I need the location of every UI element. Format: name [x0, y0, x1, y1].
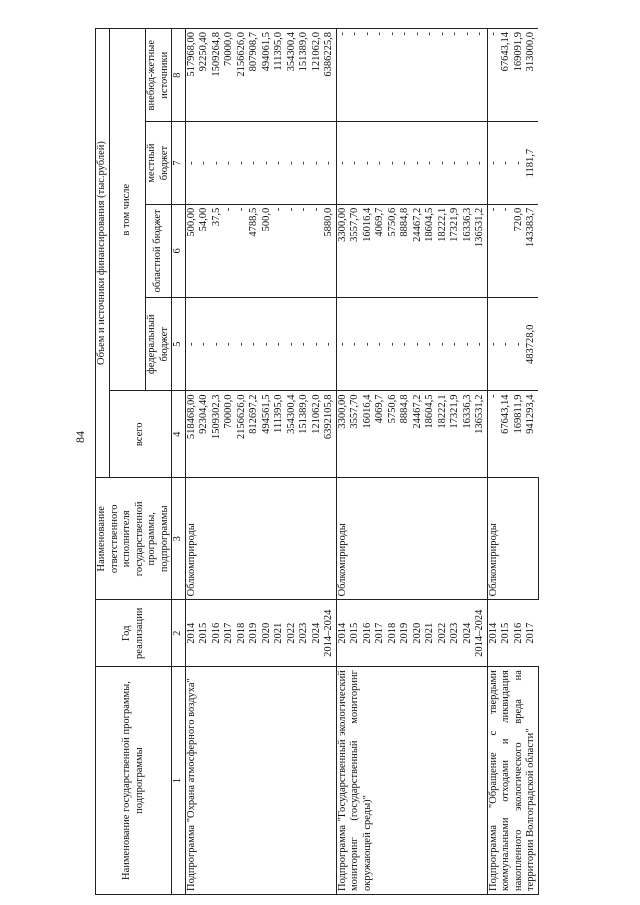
regional-cell: 24467,2 [412, 204, 425, 297]
regional-cell: 136531,2 [474, 204, 487, 297]
total-cell: 18222,1 [437, 391, 450, 478]
extrabudget-cell: - [374, 29, 387, 122]
table-row [185, 29, 198, 895]
extrabudget-cell: 111395,0 [273, 29, 286, 122]
local-cell: - [513, 122, 526, 204]
local-cell: - [424, 122, 437, 204]
regional-cell: 3557,70 [349, 204, 362, 297]
total-cell: 3300,00 [336, 391, 349, 478]
local-cell: - [336, 122, 349, 204]
extrabudget-cell: 354300,4 [286, 29, 299, 122]
regional-cell: - [298, 204, 311, 297]
regional-cell: - [500, 204, 513, 297]
federal-cell: - [399, 298, 412, 391]
regional-cell: - [286, 204, 299, 297]
extrabudget-cell: - [424, 29, 437, 122]
local-cell: - [185, 122, 198, 204]
extrabudget-cell: 67643,14 [500, 29, 513, 122]
total-cell: 16336,3 [462, 391, 475, 478]
executor-cell: Облкомприроды [487, 478, 538, 600]
extrabudget-cell: 807908,7 [248, 29, 261, 122]
extrabudget-cell: 92250,40 [198, 29, 211, 122]
subprogram-name: Подпрограмма "Государственный экологический мониторинг (государственный мониторинг окружающей среды)" [336, 667, 487, 895]
year-cell: 2023 [449, 600, 462, 667]
year-cell: 2014 [487, 600, 500, 667]
year-cell: 2016 [211, 600, 224, 667]
col-index: 2 [172, 600, 186, 667]
extrabudget-cell: - [437, 29, 450, 122]
federal-cell: - [474, 298, 487, 391]
year-cell: 2017 [374, 600, 387, 667]
funding-table [95, 28, 539, 895]
extrabudget-cell: - [387, 29, 400, 122]
federal-cell: - [362, 298, 375, 391]
executor-cell: Облкомприроды [185, 478, 336, 600]
table-header [96, 29, 186, 895]
federal-cell: - [198, 298, 211, 391]
header-executor: Наименование ответственного исполнителя государственной программы, подпрограммы [96, 478, 172, 600]
year-cell: 2014 [185, 600, 198, 667]
regional-cell: 3300,00 [336, 204, 349, 297]
federal-cell: - [374, 298, 387, 391]
header-program: Наименование государственной программы, подпрограммы [96, 667, 172, 895]
regional-cell: - [487, 204, 500, 297]
year-cell: 2022 [437, 600, 450, 667]
extrabudget-cell: 494061,5 [261, 29, 274, 122]
year-cell: 2016 [362, 600, 375, 667]
table-row [336, 29, 349, 895]
local-cell: - [311, 122, 324, 204]
extrabudget-cell: 2156626,0 [236, 29, 249, 122]
header-including: в том числе [109, 29, 146, 391]
subprogram-name: Подпрограмма "Охрана атмосферного воздуха" [185, 667, 336, 895]
extrabudget-cell: - [462, 29, 475, 122]
federal-cell: - [211, 298, 224, 391]
col-index: 7 [172, 122, 186, 204]
year-cell: 2023 [298, 600, 311, 667]
regional-cell: 18604,5 [424, 204, 437, 297]
local-cell: - [374, 122, 387, 204]
subprogram-name: Подпрограмма "Обращение с твердыми коммунальными отходами и ликвидация накопленного экологического вреда на территории Волгоградской области" [487, 667, 538, 895]
local-cell: - [449, 122, 462, 204]
year-cell: 2018 [236, 600, 249, 667]
federal-cell: - [223, 298, 236, 391]
federal-cell: - [424, 298, 437, 391]
federal-cell: - [349, 298, 362, 391]
header-federal: федеральный бюджет [146, 298, 172, 391]
year-cell: 2016 [513, 600, 526, 667]
regional-cell: - [236, 204, 249, 297]
total-cell: 151389,0 [298, 391, 311, 478]
federal-cell: - [273, 298, 286, 391]
local-cell: - [500, 122, 513, 204]
col-index: 4 [172, 391, 186, 478]
year-cell: 2020 [261, 600, 274, 667]
regional-cell: 8884,8 [399, 204, 412, 297]
total-cell: 92304,40 [198, 391, 211, 478]
table-row [487, 29, 500, 895]
federal-cell: - [513, 298, 526, 391]
total-cell: 354300,4 [286, 391, 299, 478]
local-cell: - [462, 122, 475, 204]
total-cell: 111395,0 [273, 391, 286, 478]
federal-cell: - [449, 298, 462, 391]
year-cell: 2014–2024 [323, 600, 336, 667]
page-number: 84 [73, 431, 87, 443]
year-cell: 2024 [462, 600, 475, 667]
extrabudget-cell: 151389,0 [298, 29, 311, 122]
total-cell: 8884,8 [399, 391, 412, 478]
extrabudget-cell: - [474, 29, 487, 122]
year-cell: 2015 [198, 600, 211, 667]
year-cell: 2014–2024 [474, 600, 487, 667]
total-cell: 1509302,3 [211, 391, 224, 478]
total-cell: 169811,9 [513, 391, 526, 478]
year-cell: 2017 [525, 600, 538, 667]
extrabudget-cell: - [336, 29, 349, 122]
year-cell: 2015 [500, 600, 513, 667]
federal-cell: 483728,0 [525, 298, 538, 391]
extrabudget-cell: - [362, 29, 375, 122]
federal-cell: - [323, 298, 336, 391]
year-cell: 2014 [336, 600, 349, 667]
header-year: Год реализации [96, 600, 172, 667]
extrabudget-cell: 313000,0 [525, 29, 538, 122]
year-cell: 2022 [286, 600, 299, 667]
federal-cell: - [500, 298, 513, 391]
extrabudget-cell: 6386225,8 [323, 29, 336, 122]
total-cell: 4069,7 [374, 391, 387, 478]
local-cell: - [211, 122, 224, 204]
local-cell: - [474, 122, 487, 204]
local-cell: - [437, 122, 450, 204]
local-cell: - [298, 122, 311, 204]
header-total: всего [109, 391, 172, 478]
year-cell: 2019 [399, 600, 412, 667]
extrabudget-cell: 1509264,8 [211, 29, 224, 122]
col-index: 1 [172, 667, 186, 895]
col-index: 5 [172, 298, 186, 391]
col-index: 6 [172, 204, 186, 297]
local-cell: - [323, 122, 336, 204]
regional-cell: - [273, 204, 286, 297]
federal-cell: - [437, 298, 450, 391]
year-cell: 2015 [349, 600, 362, 667]
total-cell: 16016,4 [362, 391, 375, 478]
regional-cell: 4788,5 [248, 204, 261, 297]
local-cell: 1181,7 [525, 122, 538, 204]
year-cell: 2017 [223, 600, 236, 667]
year-cell: 2018 [387, 600, 400, 667]
total-cell: 6392105,8 [323, 391, 336, 478]
local-cell: - [261, 122, 274, 204]
executor-cell: Облкомприроды [336, 478, 487, 600]
extrabudget-cell: - [349, 29, 362, 122]
total-cell: 3557,70 [349, 391, 362, 478]
local-cell: - [399, 122, 412, 204]
extrabudget-cell: - [449, 29, 462, 122]
local-cell: - [487, 122, 500, 204]
total-cell: 5750,6 [387, 391, 400, 478]
extrabudget-cell: 517968,00 [185, 29, 198, 122]
federal-cell: - [261, 298, 274, 391]
extrabudget-cell: - [412, 29, 425, 122]
regional-cell: 4069,7 [374, 204, 387, 297]
federal-cell: - [286, 298, 299, 391]
header-extrabudget: внебюд-жетные источники [146, 29, 172, 122]
total-cell: 70000,0 [223, 391, 236, 478]
extrabudget-cell: - [487, 29, 500, 122]
local-cell: - [223, 122, 236, 204]
extrabudget-cell: 121062,0 [311, 29, 324, 122]
regional-cell: 720,0 [513, 204, 526, 297]
total-cell: 24467,2 [412, 391, 425, 478]
total-cell: 941293,4 [525, 391, 538, 478]
year-cell: 2019 [248, 600, 261, 667]
federal-cell: - [248, 298, 261, 391]
local-cell: - [248, 122, 261, 204]
extrabudget-cell: 70000,0 [223, 29, 236, 122]
rotated-table-wrapper [95, 28, 630, 895]
header-funding: Объем и источники финансирования (тыс.рублей) [96, 29, 110, 478]
regional-cell: 5750,6 [387, 204, 400, 297]
total-cell: 18604,5 [424, 391, 437, 478]
total-cell: 17321,9 [449, 391, 462, 478]
total-cell: 2156626,0 [236, 391, 249, 478]
federal-cell: - [298, 298, 311, 391]
local-cell: - [236, 122, 249, 204]
local-cell: - [412, 122, 425, 204]
regional-cell: 18222,1 [437, 204, 450, 297]
regional-cell: 143383,7 [525, 204, 538, 297]
regional-cell: 16336,3 [462, 204, 475, 297]
year-cell: 2021 [424, 600, 437, 667]
local-cell: - [273, 122, 286, 204]
local-cell: - [198, 122, 211, 204]
federal-cell: - [387, 298, 400, 391]
column-index-row [172, 29, 186, 895]
regional-cell: 500,00 [185, 204, 198, 297]
year-cell: 2024 [311, 600, 324, 667]
regional-cell: 37,5 [211, 204, 224, 297]
total-cell: - [487, 391, 500, 478]
col-index: 8 [172, 29, 186, 122]
local-cell: - [349, 122, 362, 204]
federal-cell: - [311, 298, 324, 391]
regional-cell: 17321,9 [449, 204, 462, 297]
year-cell: 2020 [412, 600, 425, 667]
total-cell: 518468,00 [185, 391, 198, 478]
federal-cell: - [336, 298, 349, 391]
header-local: местный бюджет [146, 122, 172, 204]
total-cell: 67643,14 [500, 391, 513, 478]
regional-cell: 5880,0 [323, 204, 336, 297]
regional-cell: - [311, 204, 324, 297]
extrabudget-cell: 169091,9 [513, 29, 526, 122]
federal-cell: - [236, 298, 249, 391]
extrabudget-cell: - [399, 29, 412, 122]
total-cell: 494561,5 [261, 391, 274, 478]
regional-cell: - [223, 204, 236, 297]
table-body [185, 29, 538, 895]
header-regional: областной бюджет [146, 204, 172, 297]
col-index: 3 [172, 478, 186, 600]
year-cell: 2021 [273, 600, 286, 667]
regional-cell: 54,00 [198, 204, 211, 297]
federal-cell: - [412, 298, 425, 391]
federal-cell: - [487, 298, 500, 391]
regional-cell: 16016,4 [362, 204, 375, 297]
total-cell: 136531,2 [474, 391, 487, 478]
total-cell: 121062,0 [311, 391, 324, 478]
federal-cell: - [462, 298, 475, 391]
regional-cell: 500,0 [261, 204, 274, 297]
total-cell: 812697,2 [248, 391, 261, 478]
local-cell: - [362, 122, 375, 204]
local-cell: - [387, 122, 400, 204]
federal-cell: - [185, 298, 198, 391]
local-cell: - [286, 122, 299, 204]
